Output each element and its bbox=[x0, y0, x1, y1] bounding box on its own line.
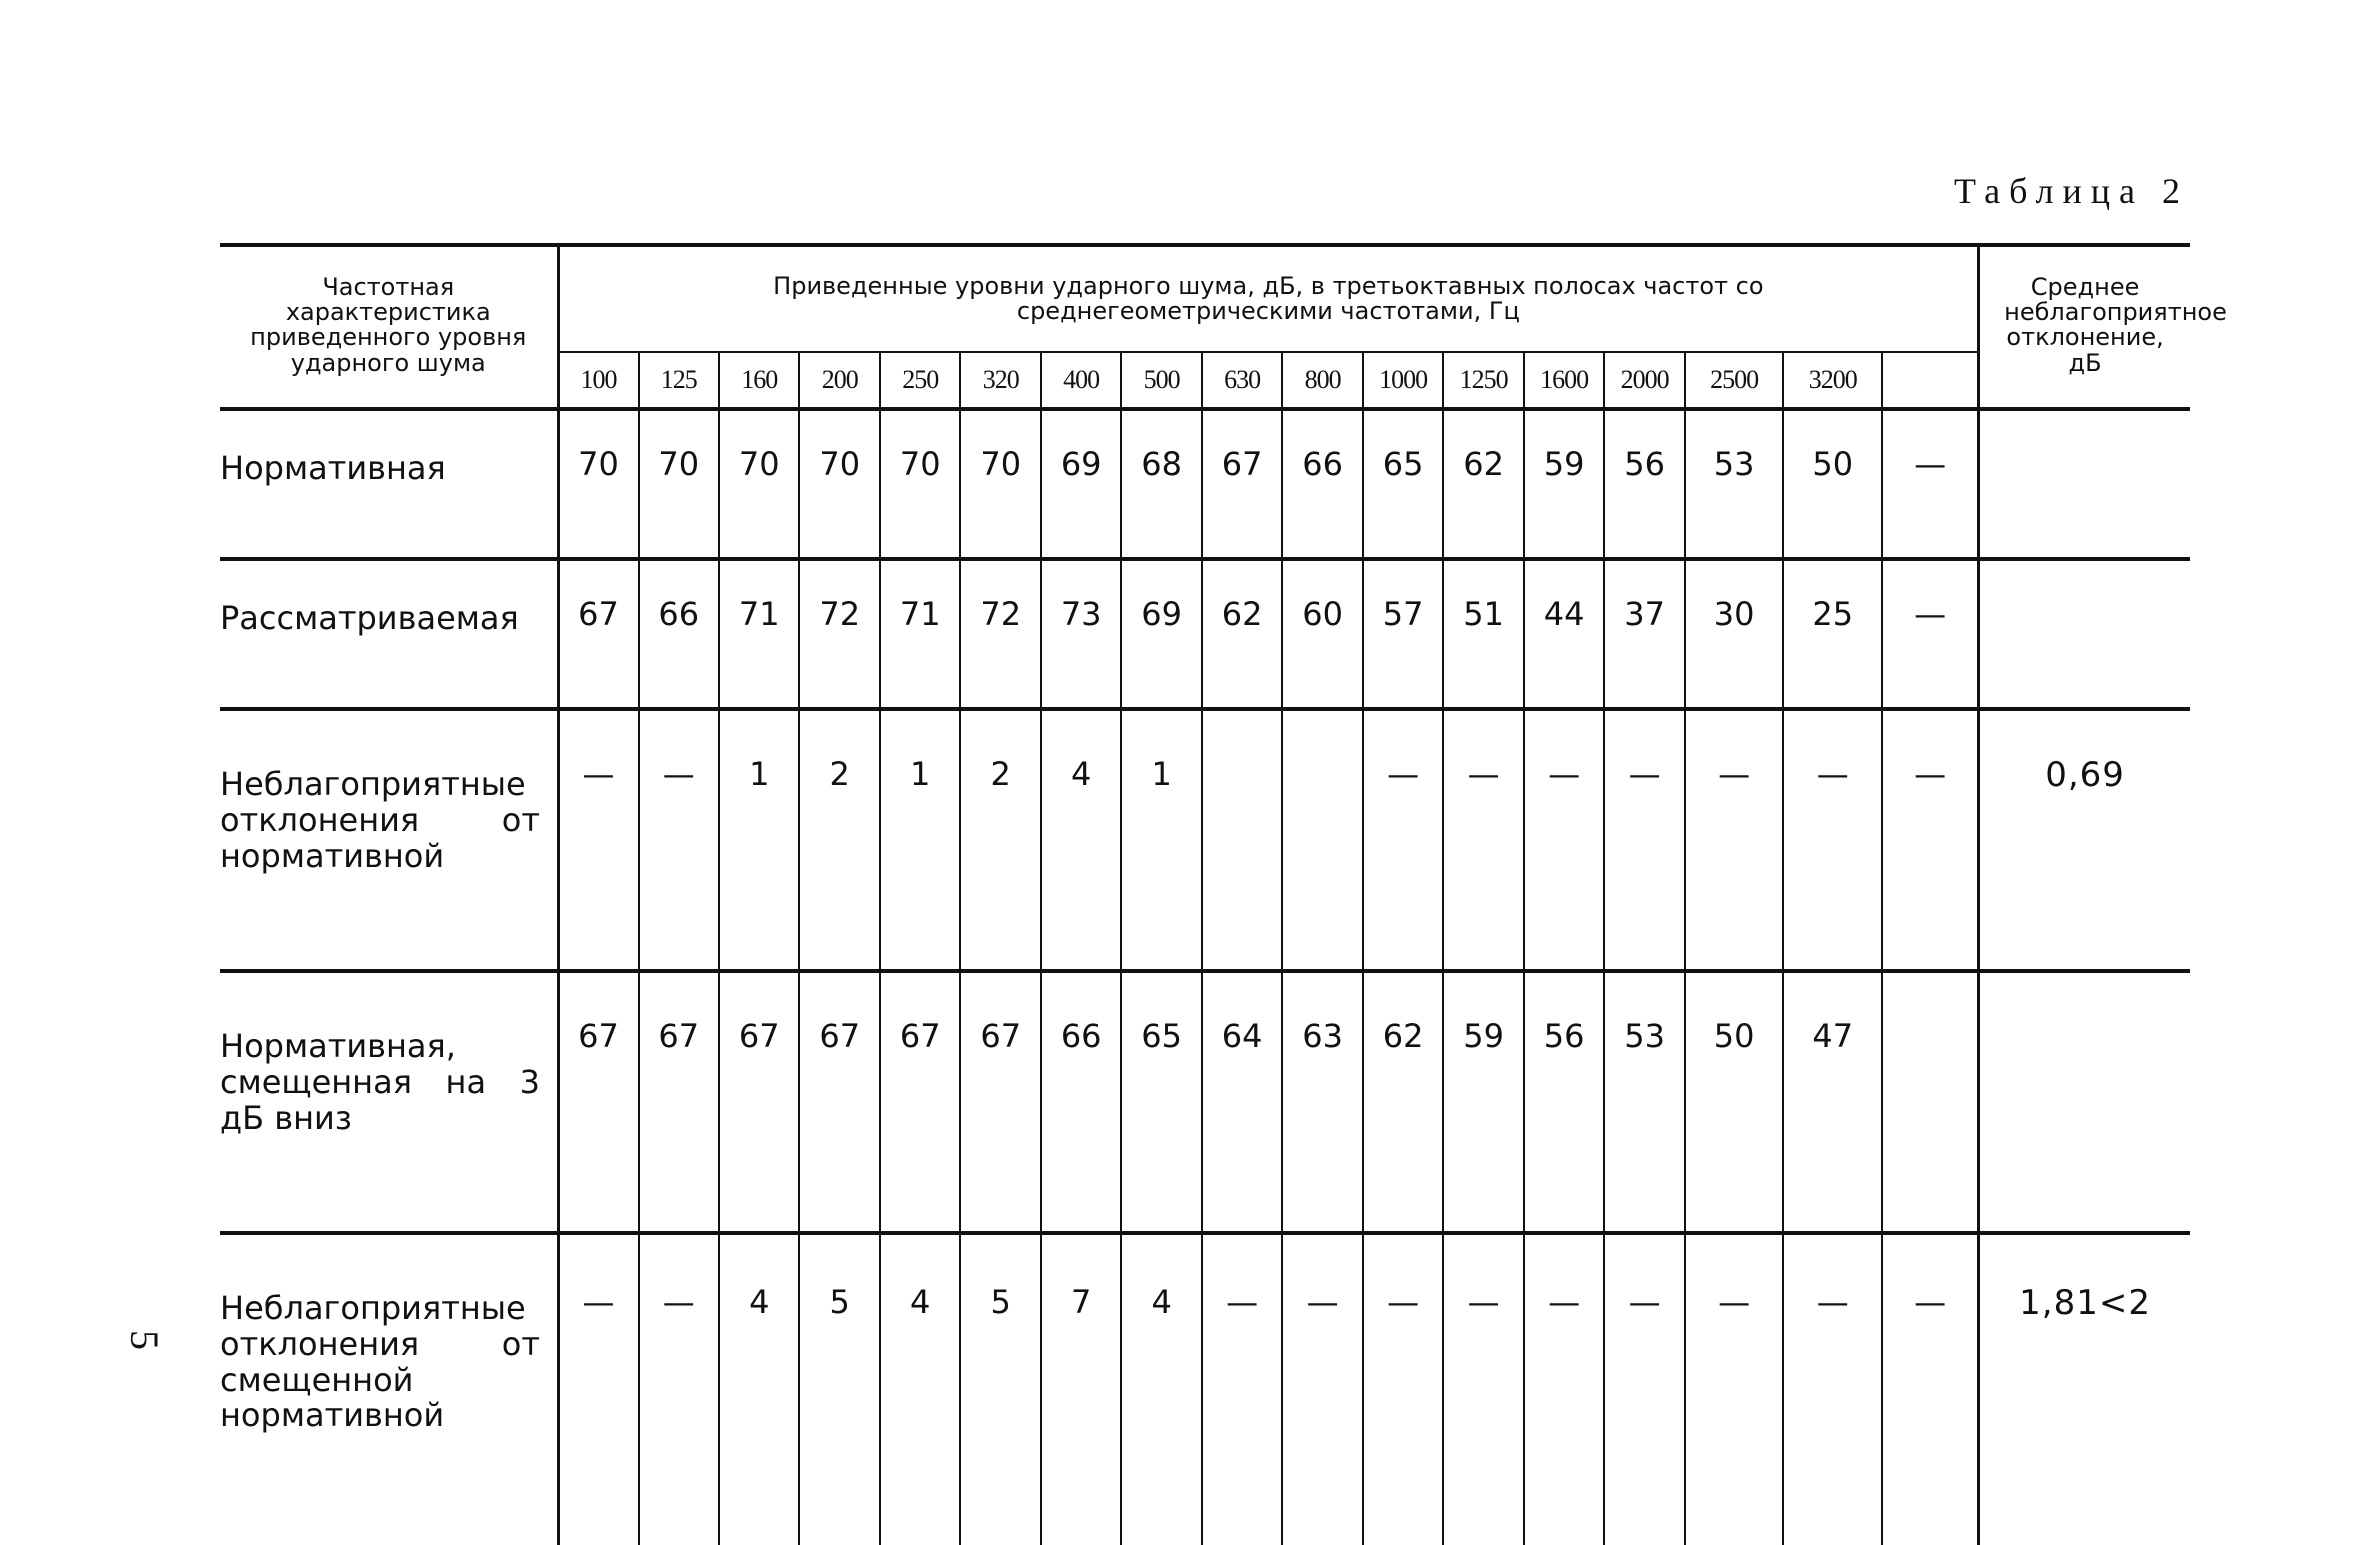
value-cell: 62 bbox=[1202, 559, 1282, 709]
value-cell: 47 bbox=[1783, 971, 1882, 1233]
value-cell: — bbox=[1604, 1233, 1684, 1545]
row-label bbox=[220, 409, 558, 559]
value-cell: 73 bbox=[1041, 559, 1121, 709]
value-cell: 44 bbox=[1524, 559, 1604, 709]
value-cell: 67 bbox=[880, 971, 960, 1233]
value-cell: 64 bbox=[1202, 971, 1282, 1233]
value-cell: 4 bbox=[719, 1233, 799, 1545]
row-label-text: Неблагоприятные отклонения от смещенной нормативной bbox=[220, 1289, 540, 1435]
value-cell: 4 bbox=[880, 1233, 960, 1545]
frequency-cell: 200 bbox=[799, 352, 879, 409]
value-cell: — bbox=[1882, 409, 1979, 559]
value-cell: 53 bbox=[1685, 409, 1784, 559]
value-cell: — bbox=[1363, 709, 1443, 971]
value-cell: 72 bbox=[799, 559, 879, 709]
frequency-cell: 1000 bbox=[1363, 352, 1443, 409]
average-cell: 0,69 bbox=[1979, 709, 2190, 971]
value-cell: 71 bbox=[719, 559, 799, 709]
value-cell: 25 bbox=[1783, 559, 1882, 709]
frequency-cell: 3200 bbox=[1783, 352, 1882, 409]
frequency-cell: 1250 bbox=[1443, 352, 1523, 409]
value-cell: 2 bbox=[799, 709, 879, 971]
row-label-text: Нормативная bbox=[220, 449, 446, 487]
value-cell: — bbox=[639, 1233, 719, 1545]
value-cell: — bbox=[1783, 709, 1882, 971]
value-cell bbox=[1282, 709, 1362, 971]
value-cell: — bbox=[639, 709, 719, 971]
value-cell: 57 bbox=[1363, 559, 1443, 709]
value-cell: 1 bbox=[880, 709, 960, 971]
value-cell: — bbox=[1685, 709, 1784, 971]
value-cell: 70 bbox=[719, 409, 799, 559]
value-cell: — bbox=[1443, 709, 1523, 971]
table-caption: Таблица 2 bbox=[1954, 171, 2189, 211]
value-cell: 2 bbox=[960, 709, 1040, 971]
value-cell: 70 bbox=[960, 409, 1040, 559]
value-cell: 67 bbox=[719, 971, 799, 1233]
value-cell: 70 bbox=[799, 409, 879, 559]
value-cell: 1 bbox=[719, 709, 799, 971]
value-cell: 4 bbox=[1121, 1233, 1201, 1545]
header-characteristic-text: Частотная характеристика приведенного уровня ударного шума bbox=[250, 273, 527, 377]
frequency-cell: 630 bbox=[1202, 352, 1282, 409]
impact-noise-table bbox=[220, 243, 2227, 1545]
value-cell: 70 bbox=[558, 409, 638, 559]
frequency-cell bbox=[1882, 352, 1979, 409]
average-cell bbox=[1979, 409, 2190, 559]
table-row bbox=[220, 559, 2190, 709]
header-levels bbox=[558, 245, 1979, 352]
value-cell: — bbox=[1783, 1233, 1882, 1545]
row-label-text: Рассматриваемая bbox=[220, 599, 519, 637]
table-row bbox=[220, 1233, 2190, 1545]
value-cell: 59 bbox=[1524, 409, 1604, 559]
table-row bbox=[220, 709, 2190, 971]
value-cell: 66 bbox=[1041, 971, 1121, 1233]
value-cell: 67 bbox=[639, 971, 719, 1233]
row-label-text: Нормативная, смещенная на 3 дБ вниз bbox=[220, 1027, 540, 1137]
row-label bbox=[220, 559, 558, 709]
header-characteristic bbox=[220, 245, 558, 409]
value-cell: — bbox=[558, 1233, 638, 1545]
value-cell: — bbox=[1604, 709, 1684, 971]
value-cell: 69 bbox=[1121, 559, 1201, 709]
value-cell: 67 bbox=[799, 971, 879, 1233]
value-cell: 69 bbox=[1041, 409, 1121, 559]
row-label bbox=[220, 1233, 558, 1545]
frequency-cell: 500 bbox=[1121, 352, 1201, 409]
value-cell: 30 bbox=[1685, 559, 1784, 709]
value-cell: 37 bbox=[1604, 559, 1684, 709]
value-cell: 51 bbox=[1443, 559, 1523, 709]
value-cell: 53 bbox=[1604, 971, 1684, 1233]
value-cell: 63 bbox=[1282, 971, 1362, 1233]
row-label-text: Неблагоприятные отклонения от нормативной bbox=[220, 765, 540, 875]
value-cell: — bbox=[1882, 1233, 1979, 1545]
value-cell: 56 bbox=[1604, 409, 1684, 559]
value-cell bbox=[1882, 971, 1979, 1233]
header-average-text: Среднее неблагоприятное отклонение, дБ bbox=[2004, 273, 2227, 377]
frequency-cell: 2500 bbox=[1685, 352, 1784, 409]
value-cell: — bbox=[1202, 1233, 1282, 1545]
value-cell: — bbox=[1685, 1233, 1784, 1545]
value-cell: — bbox=[1524, 709, 1604, 971]
frequency-cell: 250 bbox=[880, 352, 960, 409]
frequency-cell: 800 bbox=[1282, 352, 1362, 409]
value-cell: 72 bbox=[960, 559, 1040, 709]
value-cell: 70 bbox=[880, 409, 960, 559]
value-cell: 7 bbox=[1041, 1233, 1121, 1545]
value-cell: 5 bbox=[799, 1233, 879, 1545]
value-cell: — bbox=[1882, 559, 1979, 709]
table-row bbox=[220, 971, 2190, 1233]
value-cell: 65 bbox=[1121, 971, 1201, 1233]
value-cell: — bbox=[1882, 709, 1979, 971]
value-cell: 60 bbox=[1282, 559, 1362, 709]
value-cell: — bbox=[558, 709, 638, 971]
value-cell: 62 bbox=[1363, 971, 1443, 1233]
header-average bbox=[1979, 245, 2227, 409]
table-row bbox=[220, 409, 2190, 559]
average-cell bbox=[1979, 559, 2190, 709]
value-cell: 59 bbox=[1443, 971, 1523, 1233]
row-label bbox=[220, 709, 558, 971]
value-cell: 67 bbox=[1202, 409, 1282, 559]
average-cell bbox=[1979, 971, 2190, 1233]
value-cell: 4 bbox=[1041, 709, 1121, 971]
value-cell: — bbox=[1443, 1233, 1523, 1545]
frequency-cell: 125 bbox=[639, 352, 719, 409]
value-cell: 1 bbox=[1121, 709, 1201, 971]
row-label bbox=[220, 971, 558, 1233]
frequency-cell: 400 bbox=[1041, 352, 1121, 409]
value-cell: 70 bbox=[639, 409, 719, 559]
frequency-cell: 1600 bbox=[1524, 352, 1604, 409]
value-cell: 71 bbox=[880, 559, 960, 709]
value-cell: 68 bbox=[1121, 409, 1201, 559]
value-cell: — bbox=[1363, 1233, 1443, 1545]
value-cell: 66 bbox=[639, 559, 719, 709]
value-cell: 65 bbox=[1363, 409, 1443, 559]
frequency-cell: 100 bbox=[558, 352, 638, 409]
header-levels-text: Приведенные уровни ударного шума, дБ, в третьоктавных полосах частот со среднегеометрическими частотами, Гц bbox=[773, 271, 1764, 325]
average-cell: 1,81<2 bbox=[2019, 1283, 2151, 1323]
value-cell bbox=[1202, 709, 1282, 971]
page-number: 5 bbox=[122, 1330, 167, 1350]
value-cell: — bbox=[1524, 1233, 1604, 1545]
value-cell: 67 bbox=[960, 971, 1040, 1233]
value-cell: 66 bbox=[1282, 409, 1362, 559]
value-cell: 50 bbox=[1783, 409, 1882, 559]
value-cell: 62 bbox=[1443, 409, 1523, 559]
value-cell: 50 bbox=[1685, 971, 1784, 1233]
value-cell: 67 bbox=[558, 559, 638, 709]
value-cell: 5 bbox=[960, 1233, 1040, 1545]
frequency-cell: 160 bbox=[719, 352, 799, 409]
value-cell: 67 bbox=[558, 971, 638, 1233]
frequency-cell: 2000 bbox=[1604, 352, 1684, 409]
value-cell: — bbox=[1282, 1233, 1362, 1545]
frequency-cell: 320 bbox=[960, 352, 1040, 409]
value-cell: 56 bbox=[1524, 971, 1604, 1233]
